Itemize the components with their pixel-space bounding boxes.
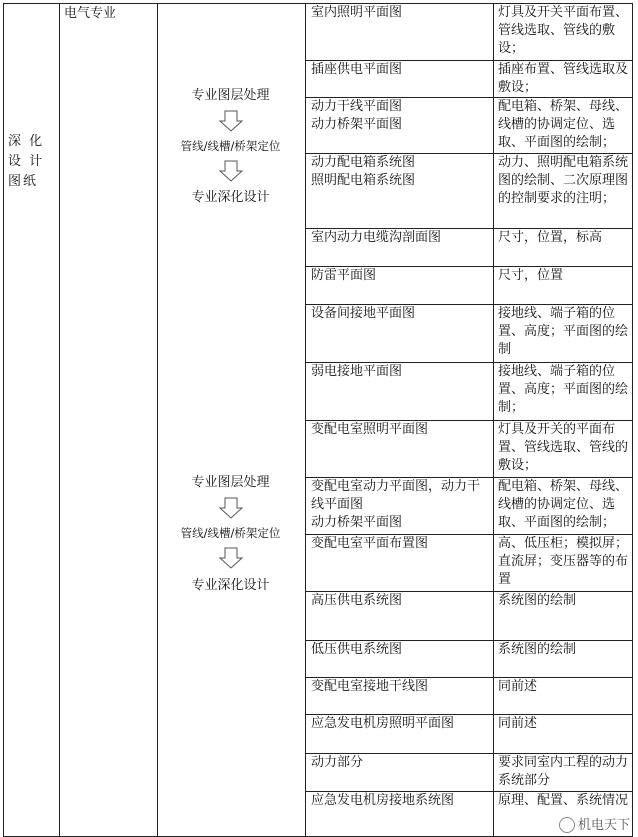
drawing-content: 配电箱、桥架、母线、线槽的协调定位、选取、平面图的绘制；: [498, 99, 629, 150]
drawing-name: 插座供电平面图: [311, 62, 403, 77]
drawing-name: 动力配电箱系统图 照明配电箱系统图: [311, 155, 416, 188]
down-arrow-icon: [218, 547, 244, 569]
drawing-content: 灯具及开关的平面布置、管线选取、管线的敷设；: [498, 422, 629, 473]
flow-bottom: [157, 0, 304, 837]
drawing-content: 接地线、端子箱的位置、高度；平面图的绘制；: [498, 364, 629, 415]
wechat-logo-icon: [559, 817, 575, 833]
drawing-name: 动力干线平面图 动力桥架平面图: [311, 99, 403, 132]
drawing-content: 动力、照明配电箱系统图的绘制、二次原理图的控制要求的注明；: [498, 155, 629, 206]
discipline-cell: [64, 5, 154, 23]
flow-bottom-step3: 专业深化设计: [191, 578, 270, 593]
drawing-content: 同前述: [498, 716, 538, 731]
drawing-content: 系统图的绘制: [498, 642, 577, 657]
drawing-name: 变配电室接地干线图: [311, 679, 429, 694]
flow-bottom-step2: 管线/线槽/桥架定位: [180, 526, 281, 540]
down-arrow-icon: [218, 497, 244, 519]
drawing-name: 室内照明平面图: [311, 5, 403, 20]
flow-bottom-step1: 专业图层处理: [191, 475, 270, 490]
watermark: [559, 814, 630, 834]
category-cell: [8, 132, 54, 192]
drawing-name: 应急发电机房照明平面图: [311, 716, 455, 731]
flow-top-step1: 专业图层处理: [191, 88, 270, 103]
drawing-name: 变配电室动力平面图，动力干线平面图 动力桥架平面图: [311, 479, 481, 530]
drawing-content: 尺寸，位置: [498, 268, 564, 283]
drawing-content: 灯具及开关平面布置、管线选取、管线的敷设；: [498, 5, 629, 56]
watermark-text: 机电天下: [577, 817, 630, 833]
drawing-name: 应急发电机房接地系统图: [311, 793, 455, 808]
drawing-name: 变配电室平面布置图: [311, 536, 429, 551]
drawing-content: 原理、配置、系统情况: [498, 793, 629, 808]
drawing-name: 动力部分: [311, 755, 364, 770]
category-label: 深 化 设 计 图纸: [8, 134, 45, 189]
drawing-content: 插座布置、管线选取及敷设；: [498, 62, 629, 95]
drawing-name: 防雷平面图: [311, 268, 377, 283]
drawing-content: 尺寸，位置，标高: [498, 230, 603, 245]
drawing-name: 高压供电系统图: [311, 593, 403, 608]
drawing-name: 弱电接地平面图: [311, 364, 403, 379]
flow-top-step2: 管线/线槽/桥架定位: [180, 139, 281, 153]
discipline-label: 电气专业: [64, 6, 117, 21]
drawing-name: 设备间接地平面图: [311, 306, 416, 321]
drawing-content: 接地线、端子箱的位置、高度；平面图的绘制: [498, 306, 629, 357]
drawing-name: 变配电室照明平面图: [311, 422, 429, 437]
drawing-content: 配电箱、桥架、母线、线槽的协调定位、选取、平面图的绘制；: [498, 479, 629, 530]
drawing-name: 室内动力电缆沟剖面图: [311, 230, 442, 245]
drawing-name: 低压供电系统图: [311, 642, 403, 657]
drawing-content: 要求同室内工程的动力系统部分: [498, 755, 629, 788]
drawing-content: 同前述: [498, 679, 538, 694]
drawing-content: 系统图的绘制: [498, 593, 577, 608]
drawing-content: 高、低压柜；模拟屏；直流屏；变压器等的布置: [498, 536, 629, 587]
flow-top-step3: 专业深化设计: [191, 190, 270, 205]
